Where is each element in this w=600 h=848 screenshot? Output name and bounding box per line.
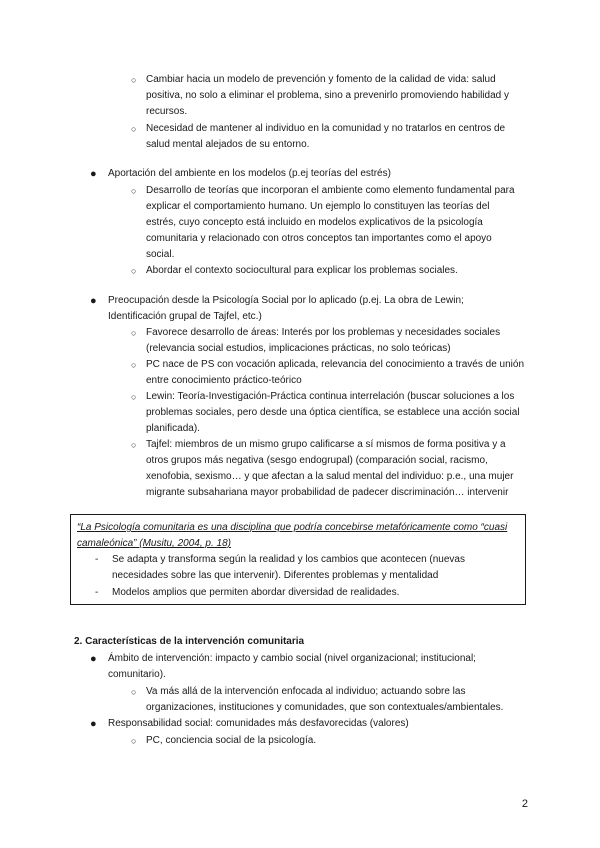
circle-bullet-icon: ○ [131,266,137,276]
circle-bullet-icon: ○ [131,687,137,697]
circle-bullet-icon: ○ [131,392,137,402]
circle-bullet-icon: ○ [131,124,137,134]
sub-item-text: Cambiar hacia un modelo de prevención y fomento de la calidad de vida: salud [146,74,496,85]
bullet-text: Responsabilidad social: comunidades más desfavorecidas (valores) [108,718,409,729]
sub-item-text: entre conocimiento práctico-teórico [146,375,302,386]
sub-item-text: organizaciones, instituciones y comunidades, que son contextuales/ambientales. [146,702,504,713]
sub-item-text: (relevancia social estudios, implicaciones prácticas, no solo teóricas) [146,343,451,354]
sub-item-text: Va más allá de la intervención enfocada al individuo; actuando sobre las [146,686,466,697]
sub-item-text: Lewin: Teoría-Investigación-Práctica continua interrelación (buscar soluciones a los [146,391,515,402]
sub-item-text: migrante subsahariana mayor probabilidad de padecer discriminación… intervenir [146,487,509,498]
page-number: 2 [521,798,528,810]
sub-item-text: Desarrollo de teorías que incorporan el ambiente como elemento fundamental para [146,185,515,196]
sub-item-text: Necesidad de mantener al individuo en la comunidad y no tratarlos en centros de [146,123,506,134]
bullet-icon: ● [90,168,97,180]
dash-icon: - [95,554,99,565]
bullet-text: Identificación grupal de Tajfel, etc.) [108,311,262,322]
dash-icon: - [95,587,99,598]
sub-item-text: PC nace de PS con vocación aplicada, relevancia del conocimiento a través de unión [146,359,525,370]
bullet-icon: ● [90,295,97,307]
circle-bullet-icon: ○ [131,736,137,746]
quote-item-text: Modelos amplios que permiten abordar diversidad de realidades. [112,587,400,598]
sub-item-text: comunitaria y relacionado con otros conceptos tan importantes como el apoyo [146,233,492,244]
bullet-text: Preocupación desde la Psicología Social por lo aplicado (p.ej. La obra de Lewin; [108,295,464,306]
sub-item-text: salud mental alejados de su entorno. [146,139,310,150]
circle-bullet-icon: ○ [131,440,137,450]
sub-item-text: planificada). [146,423,200,434]
sub-item-text: Abordar el contexto sociocultural para explicar los problemas sociales. [146,265,458,276]
bullet-icon: ● [90,718,97,730]
circle-bullet-icon: ○ [131,75,137,85]
bullet-text: Ámbito de intervención: impacto y cambio social (nivel organizacional; institucional; [108,653,476,664]
section-heading: 2. Características de la intervención comunitaria [74,636,305,647]
sub-item-text: explicar el comportamiento humano. Un ejemplo lo constituyen las teorías del [146,201,490,212]
circle-bullet-icon: ○ [131,360,137,370]
sub-item-text: Tajfel: miembros de un mismo grupo calificarse a sí mismos de forma positiva y a [146,439,506,450]
circle-bullet-icon: ○ [131,328,137,338]
sub-item-text: PC, conciencia social de la psicología. [146,735,317,746]
circle-bullet-icon: ○ [131,186,137,196]
bullet-text: comunitario). [108,669,166,680]
sub-item-text: positiva, no solo a eliminar el problema, sino a prevenirlo promoviendo habilidad y [146,90,509,101]
bullet-text: Aportación del ambiente en los modelos (p.ej teorías del estrés) [108,168,391,179]
sub-item-text: estrés, cuyo concepto está incluido en modelos explicativos de la psicología [146,217,483,228]
sub-item-text: social. [146,249,175,260]
quote-text: camaleónica” (Musitu, 2004, p. 18) [77,538,231,549]
sub-item-text: problemas sociales, pero desde una óptica científica, se establece una acción social [146,407,520,418]
sub-item-text: otros grupos más negativa (sesgo endogrupal) (comparación social, racismo, [146,455,488,466]
sub-item-text: Favorece desarrollo de áreas: Interés por los problemas y necesidades sociales [146,327,501,338]
quote-item-text: Se adapta y transforma según la realidad y los cambios que acontecen (nuevas [112,554,465,565]
quote-text: “La Psicología comunitaria es una disciplina que podría concebirse metafóricamente como “cuasi [77,522,508,533]
bullet-icon: ● [90,653,97,665]
sub-item-text: recursos. [146,106,188,117]
quote-item-text: necesidades sobre las que intervenir). Diferentes problemas y mentalidad [112,570,439,581]
sub-item-text: xenofobia, sexismo… y que afectan a la salud mental del individuo: p.e., una mujer [146,471,514,482]
